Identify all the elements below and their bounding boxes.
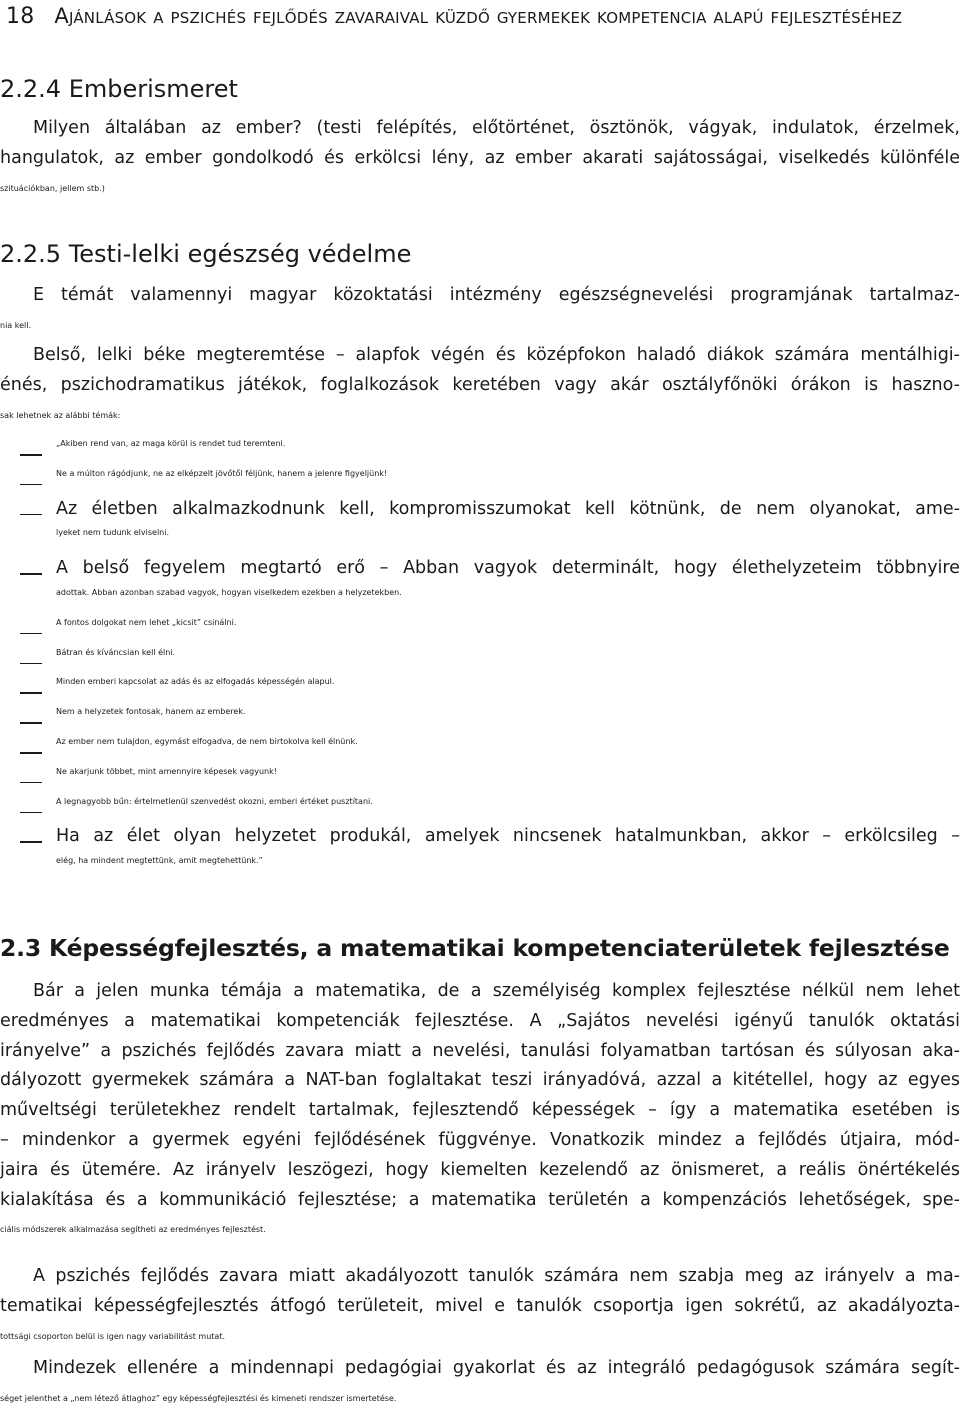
dash-bullet [18,767,44,797]
section-2-3-paragraph-1 [0,977,960,1245]
list-item-line: Nem a helyzetek fontosak, hanem az emberek. [56,707,246,717]
dash-bullet [18,826,44,856]
list-item [0,677,960,707]
text-line: – mindenkor a gyermek egyéni fejlődésének függvénye. Vonatkozik mindez a fejlődés útjaira, mód- [0,1129,960,1150]
list-item [0,648,960,678]
list-item-line: Ne a múlton rágódjunk, ne az elképzelt jövőtől féljünk, hanem a jelenre figyeljünk! [56,468,388,478]
dash-bullet [18,797,44,827]
text-line: műveltségi területekhez rendelt tartalmak, fejlesztendő képességek – így a matematika esetében is [0,1100,960,1121]
dash-bullet [18,499,44,529]
text-line: Belső, lelki béke megteremtése – alapfok végén és középfokon haladó diákok számára mentálhigi- [33,345,960,365]
page-number: 18 [6,4,35,29]
dash-bullet [18,439,44,469]
section-2-2-4-text [0,114,960,203]
list-item [0,707,960,737]
list-item-line: A belső fegyelem megtartó erő – Abban vagyok determinált, hogy élethelyzeteim többnyire [56,558,960,579]
text-line: hangulatok, az ember gondolkodó és erkölcsi lény, az ember akarati sajátosságai, viselkedés különféle [0,147,960,168]
text-line: E témát valamennyi magyar közoktatási intézmény egészségnevelési programjának tartalmaz- [33,285,960,305]
section-2-2-5-intro [0,281,960,341]
dash-bullet [18,558,44,588]
text-line: énés, pszichodramatikus játékok, foglalkozások keretében vagy akár osztályfőnöki órákon is haszno- [0,374,960,395]
list-item-line: A fontos dolgokat nem lehet „kicsit” csinálni. [56,617,237,627]
list-item-line: adottak. Abban azonban szabad vagyok, hogyan viselkedem ezekben a helyzetekben. [56,587,402,597]
section-heading-2-2-5: 2.2.5 Testi-lelki egészség védelme [0,240,412,268]
list-item [0,737,960,767]
list-item [0,558,960,618]
text-line: eredményes a matematikai kompetenciák fejlesztése. A „Sajátos nevelési igényű tanulók oktatási [0,1010,960,1031]
list-item-line: Bátran és kíváncsian kell élni. [56,647,176,657]
text-line: kialakítása és a kommunikáció fejlesztése; a matematika területén a kompenzációs lehetőségek, spe- [0,1189,960,1210]
text-line: irányelve” a pszichés fejlődés zavara miatt a nevelési, tanulási folyamatban tartósan és súlyosan aka- [0,1040,960,1061]
running-title: Ajánlások a pszichés fejlődés zavaraival küzdő gyermekek kompetencia alapú fejlesztéséhez [54,4,903,28]
text-line: séget jelenthet a „nem létező átlaghoz” egy képességfejlesztési és kimeneti rendszer ismertetése. [0,1393,397,1403]
list-item [0,797,960,827]
dash-bullet [18,618,44,648]
text-line: tottsági csoporton belül is igen nagy variabilitást mutat. [0,1331,226,1341]
text-line: tematikai képességfejlesztés átfogó területeit, mivel e tanulók csoportja igen sokrétű, az akadályozta- [0,1295,960,1316]
section-2-3-paragraph-2 [0,1262,960,1351]
list-item [0,439,960,469]
list-item-line: elég, ha mindent megtettünk, amit megtehettünk.” [56,856,263,866]
list-item-line: Az életben alkalmazkodnunk kell, kompromisszumokat kell kötnünk, de nem olyanokat, ame- [56,498,960,519]
list-item-line: lyeket nem tudunk elviselni. [56,528,170,538]
text-line: Bár a jelen munka témája a matematika, de a személyiség komplex fejlesztése nélkül nem lehet [33,981,960,1001]
list-item [0,469,960,499]
text-line: dályozott gyermekek számára a NAT-ban foglaltakat teszi irányadóvá, azzal a kitétellel, hogy az egyes [0,1070,960,1091]
text-line: ciális módszerek alkalmazása segítheti az eredményes fejlesztést. [0,1225,266,1235]
dash-bullet [18,737,44,767]
list-item-line: „Akiben rend van, az maga körül is rendet tud teremteni. [56,439,286,448]
list-item [0,767,960,797]
dash-bullet [18,469,44,499]
topics-list [0,439,960,886]
list-item [0,618,960,648]
text-line: jaira és ütemére. Az irányelv leszögezi, hogy kiemelten kezelendő az önismeret, a reális önértékelés [0,1159,960,1180]
text-line: A pszichés fejlődés zavara miatt akadályozott tanulók számára nem szabja meg az irányelv a ma- [33,1266,960,1286]
list-item [0,499,960,559]
list-item-line: A legnagyobb bűn: értelmetlenül szenvedést okozni, emberi értéket pusztítani. [56,796,373,806]
text-line: Mindezek ellenére a mindennapi pedagógiai gyakorlat és az integráló pedagógusok számára segít- [33,1358,960,1378]
text-line: Milyen általában az ember? (testi felépítés, előtörténet, ösztönök, vágyak, indulatok, érzelmek, [33,118,960,138]
list-item-line: Ha az élet olyan helyzetet produkál, amelyek nincsenek hatalmunkban, akkor – erkölcsileg – [56,826,960,847]
list-item [0,826,960,886]
running-header [6,4,902,29]
text-line: sak lehetnek az alábbi témák: [0,410,121,420]
list-item-line: Az ember nem tulajdon, egymást elfogadva, de nem birtokolva kell élnünk. [56,736,358,746]
dash-bullet [18,707,44,737]
list-item-line: Ne akarjunk többet, mint amennyire képesek vagyunk! [56,766,277,776]
section-heading-2-2-4: 2.2.4 Emberismeret [0,75,238,103]
section-heading-2-3: 2.3 Képességfejlesztés, a matematikai kompetenciaterületek fejlesztése [0,934,950,962]
dash-bullet [18,677,44,707]
section-2-2-5-paragraph [0,341,960,430]
dash-bullet [18,648,44,678]
section-2-3-paragraph-3 [0,1354,960,1414]
list-item-line: Minden emberi kapcsolat az adás és az elfogadás képességén alapul. [56,677,335,687]
text-line: nia kell. [0,320,31,330]
text-line: szituációkban, jellem stb.) [0,183,105,193]
